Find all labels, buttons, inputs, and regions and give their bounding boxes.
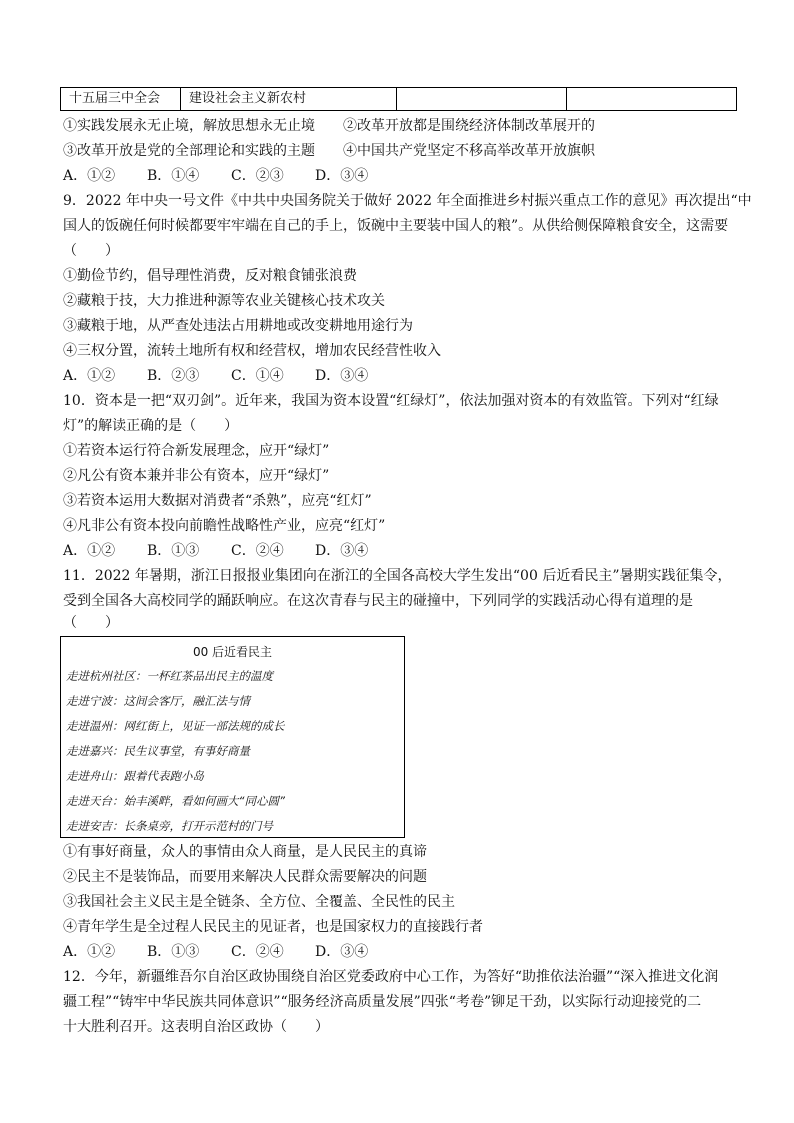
- box-title: 00 后近看民主: [192, 645, 273, 659]
- q11-statement-4: ④青年学生是全过程人民民主的见证者，也是国家权力的直接践行者: [63, 919, 483, 935]
- table-cell: [567, 88, 736, 110]
- q12-stem-line-1: 12．今年，新疆维吾尔自治区政协围绕自治区党委政府中心工作，为答好“助推依法治疆”“深入推进文化润: [63, 969, 719, 985]
- q11-stem-line-2: 受到全国各大高校同学的踊跃响应。在这次青春与民主的碰撞中，下列同学的实践活动心得有道理的是: [63, 593, 693, 609]
- option-c: C．②④: [231, 543, 284, 559]
- option-c: C．②③: [231, 168, 284, 184]
- box-item: 走进安吉：长条桌旁，打开示范村的门号: [66, 819, 273, 833]
- option-d: D．③④: [315, 168, 369, 184]
- option-d: D．③④: [315, 368, 369, 384]
- q12-stem-line-3: 十大胜利召开。这表明自治区政协（ ）: [63, 1019, 329, 1035]
- q9-options: [63, 366, 399, 386]
- q11-options: [63, 942, 399, 962]
- q10-options: [63, 541, 399, 561]
- q10-statement-1: ①若资本运行符合新发展理念，应开“绿灯”: [63, 443, 330, 459]
- option-a: A．①②: [63, 944, 116, 960]
- q8-options: [63, 166, 399, 186]
- table-cell: 建设社会主义新农村: [181, 88, 397, 110]
- q9-statement-4: ④三权分置，流转土地所有权和经营权，增加农民经营性收入: [63, 343, 441, 359]
- q9-statement-3: ③藏粮于地，从严查处违法占用耕地或改变耕地用途行为: [63, 318, 413, 334]
- q11-stem-line-1: 11．2022 年暑期，浙江日报报业集团向在浙江的全国各高校大学生发出“00 后近看民主”暑期实践征集令，: [63, 568, 732, 584]
- q11-material-box: [60, 636, 405, 838]
- q8-statement-1: ①实践发展永无止境，解放思想永无止境: [63, 118, 315, 134]
- q8-statement-3: ③改革开放是党的全部理论和实践的主题: [63, 143, 315, 159]
- q10-statement-2: ②凡公有资本兼并非公有资本，应开“绿灯”: [63, 468, 330, 484]
- q9-stem-line-3: （ ）: [63, 243, 119, 259]
- box-item: 走进宁波：这间会客厅，融汇法与情: [66, 694, 250, 708]
- q11-stem-line-3: （ ）: [63, 615, 119, 631]
- q8-statement-2: ②改革开放都是围绕经济体制改革展开的: [343, 118, 595, 134]
- option-b: B．①④: [147, 168, 200, 184]
- box-item: 走进嘉兴：民生议事堂，有事好商量: [66, 744, 250, 758]
- option-c: C．①④: [231, 368, 284, 384]
- table-cell: 十五届三中全会: [61, 88, 181, 110]
- option-d: D．③④: [315, 944, 369, 960]
- q8-statement-row-1: [63, 116, 595, 136]
- box-item: 走进温州：网红街上，见证一部法规的成长: [66, 719, 285, 733]
- q10-stem-line-2: 灯”的解读正确的是（ ）: [63, 418, 239, 434]
- q11-statement-3: ③我国社会主义民主是全链条、全方位、全覆盖、全民性的民主: [63, 894, 455, 910]
- q9-statement-1: ①勤俭节约，倡导理性消费，反对粮食铺张浪费: [63, 268, 357, 284]
- q8-statement-row-2: [63, 141, 595, 161]
- option-d: D．③④: [315, 543, 369, 559]
- q10-stem-line-1: 10．资本是一把“双刃剑”。近年来，我国为资本设置“红绿灯”，依法加强对资本的有效监管。下列对“红绿: [63, 393, 719, 409]
- option-b: B．①③: [147, 944, 200, 960]
- box-item: 走进杭州社区：一杯红茶品出民主的温度: [66, 669, 273, 683]
- table-cell: [397, 88, 567, 110]
- q11-statement-2: ②民主不是装饰品，而要用来解决人民群众需要解决的问题: [63, 869, 427, 885]
- top-table-row: [60, 87, 737, 111]
- option-a: A．①②: [63, 368, 116, 384]
- option-a: A．①②: [63, 168, 116, 184]
- option-b: B．②③: [147, 368, 200, 384]
- box-item: 走进舟山：跟着代表跑小岛: [66, 769, 204, 783]
- q10-statement-3: ③若资本运用大数据对消费者“杀熟”，应亮“红灯”: [63, 493, 372, 509]
- q12-stem-line-2: 疆工程”“铸牢中华民族共同体意识”“服务经济高质量发展”四张“考卷”铆足干劲，以实际行动迎接党的二: [63, 994, 702, 1010]
- q10-statement-4: ④凡非公有资本投向前瞻性战略性产业，应亮“红灯”: [63, 518, 386, 534]
- option-b: B．①③: [147, 543, 200, 559]
- q9-stem-line-1: 9．2022 年中央一号文件《中共中央国务院关于做好 2022 年全面推进乡村振兴重点工作的意见》再次提出“中: [63, 193, 752, 209]
- box-item: 走进天台：始丰溪畔，看如何画大“同心圆”: [66, 794, 285, 808]
- q8-statement-4: ④中国共产党坚定不移高举改革开放旗帜: [343, 143, 595, 159]
- q9-stem-line-2: 国人的饭碗任何时候都要牢牢端在自己的手上，饭碗中主要装中国人的粮”。从供给侧保障粮食安全，这需要: [63, 218, 729, 234]
- q11-statement-1: ①有事好商量，众人的事情由众人商量，是人民民主的真谛: [63, 844, 427, 860]
- option-c: C．②④: [231, 944, 284, 960]
- q9-statement-2: ②藏粮于技，大力推进种源等农业关键核心技术攻关: [63, 293, 385, 309]
- option-a: A．①②: [63, 543, 116, 559]
